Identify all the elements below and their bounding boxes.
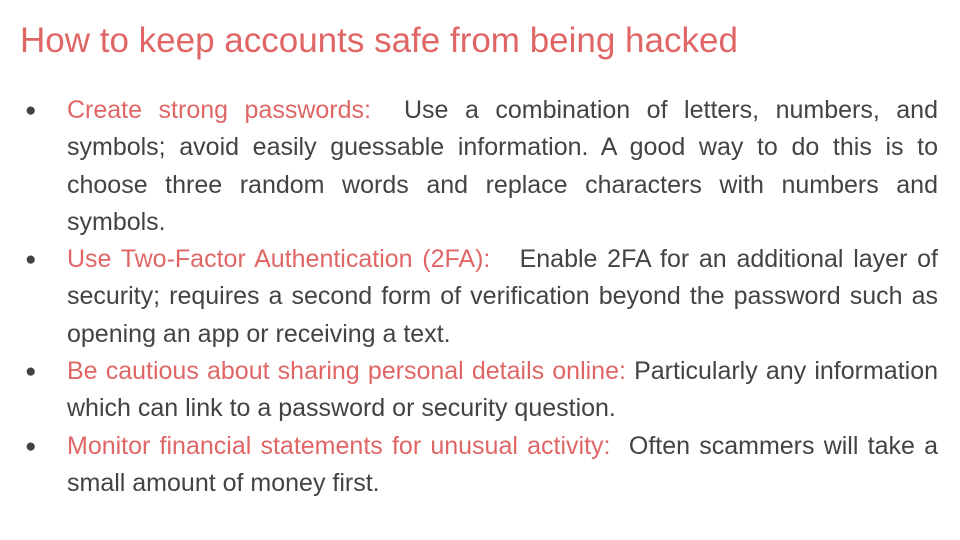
bullet-text: Often scammers will take a small amount of money first.	[67, 431, 938, 497]
bullet-text: Use a combination of letters, numbers, and symbols; avoid easily guessable information. A good way to do this is to choose three random words and replace characters with numbers and symbols.	[67, 96, 938, 236]
bullet-icon: ●	[25, 100, 37, 121]
slide-title: How to keep accounts safe from being hacked	[20, 21, 738, 60]
bullet-item-personal-details	[20, 353, 938, 428]
bullet-lead: Be cautious about sharing personal details online:	[67, 357, 626, 386]
bullet-lead: Create strong passwords:	[67, 96, 371, 124]
bullet-icon: ●	[25, 361, 37, 383]
bullet-icon: ●	[25, 249, 37, 271]
bullet-text: Particularly any information which can link to a password or security question.	[67, 357, 938, 423]
bullet-item-financial-statements	[20, 428, 938, 503]
bullet-icon: ●	[25, 435, 37, 457]
bullet-text: Enable 2FA for an additional layer of security; requires a second form of verification beyond the password such as opening an app or receiving a text.	[67, 245, 938, 348]
bullet-lead: Monitor financial statements for unusual activity:	[67, 431, 611, 460]
bullet-lead: Use Two-Factor Authentication (2FA):	[67, 245, 491, 274]
bullet-list	[20, 92, 938, 502]
bullet-item-strong-passwords	[20, 92, 938, 241]
bullet-item-two-factor	[20, 241, 938, 353]
